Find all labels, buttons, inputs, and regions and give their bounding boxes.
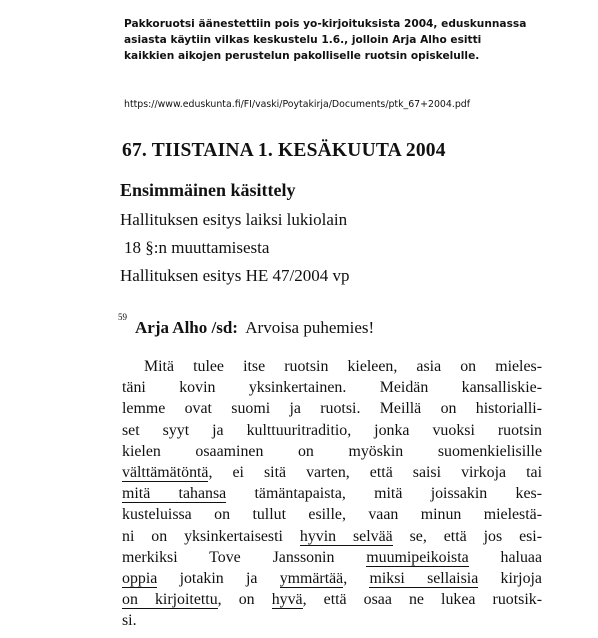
speech-line xyxy=(122,398,542,419)
underlined-phrase: hyvin selvää xyxy=(299,527,393,545)
speech-text: jotakin ja xyxy=(157,569,280,587)
underlined-phrase: ymmärtää xyxy=(279,569,344,587)
speech-text: ni on yksinkertaisesti xyxy=(122,527,300,545)
speech-number: 59 xyxy=(118,312,127,323)
speech-text: lemme ovat suomi ja ruotsi. Meillä on historialli- xyxy=(122,400,542,418)
underlined-phrase: oppia xyxy=(122,569,158,587)
underlined-phrase: muumipeikoista xyxy=(366,548,469,566)
speech-line xyxy=(122,356,542,377)
reading-subheading: Ensimmäinen käsittely xyxy=(120,180,296,200)
speech-line xyxy=(122,420,542,441)
speaker-name: Arja Alho /sd: xyxy=(135,318,238,337)
speech-text: täni kovin yksinkertainen. Meidän kansalliskie- xyxy=(122,379,542,397)
speech-text: kusteluissa on tullut esille, vaan minun mielestä- xyxy=(122,506,542,524)
note-line: Pakkoruotsi äänestettiin pois yo-kirjoituksista 2004, eduskunnassa xyxy=(124,18,527,30)
speech-line xyxy=(122,610,542,631)
speech-line xyxy=(122,568,542,589)
speech-text: tämäntapaista, mitä joissakin kes- xyxy=(226,485,542,503)
speech-line xyxy=(122,526,542,547)
context-note xyxy=(124,16,544,64)
speaker-line xyxy=(118,312,375,338)
speech-text: merkiksi Tove Janssonin xyxy=(122,548,367,566)
speech-text: haluaa xyxy=(468,548,542,566)
bill-line: Hallituksen esitys laiksi lukiolain xyxy=(120,210,348,229)
speech-text: kirjoja xyxy=(478,569,542,587)
underlined-phrase: on kirjoitettu xyxy=(122,591,218,609)
speech-line xyxy=(122,483,542,504)
speech-line xyxy=(122,441,542,462)
speech-text: , että osaa ne lukea ruotsik- xyxy=(302,591,542,609)
source-url: https://www.eduskunta.fi/FI/vaski/Poytakirja/Documents/ptk_67+2004.pdf xyxy=(124,99,471,110)
speech-line xyxy=(122,462,542,483)
speech-line xyxy=(122,377,542,398)
speech-line xyxy=(122,504,542,525)
speech-line xyxy=(122,589,542,610)
bill-line: 18 §:n muuttamisesta xyxy=(124,238,270,257)
speaker-greeting: Arvoisa puhemies! xyxy=(245,318,375,337)
note-line: asiasta käytiin vilkas keskustelu 1.6., jolloin Arja Alho esitti xyxy=(124,34,482,46)
speech-text: kielen osaaminen on myöskin suomenkielisille xyxy=(122,442,542,460)
speech-text: , xyxy=(343,569,370,587)
speech-text: , on xyxy=(217,591,272,609)
speech-text: se, että jos esi- xyxy=(392,527,543,545)
bill-line: Hallituksen esitys HE 47/2004 vp xyxy=(120,266,350,285)
session-heading: 67. TIISTAINA 1. KESÄKUUTA 2004 xyxy=(122,140,446,161)
speech-text: Mitä tulee itse ruotsin kieleen, asia on mieles- xyxy=(144,358,542,375)
speech-line xyxy=(122,547,542,568)
speech-text: si. xyxy=(122,612,137,630)
underlined-phrase: välttämätöntä xyxy=(122,463,209,481)
speech-text: set syyt ja kulttuuritraditio, jonka vuoksi ruotsin xyxy=(122,421,542,439)
speech-text: , ei sitä varten, että saisi virkoja tai xyxy=(208,463,542,481)
underlined-phrase: miksi sellaisia xyxy=(369,569,479,587)
underlined-phrase: hyvä xyxy=(271,591,303,609)
underlined-phrase: mitä tahansa xyxy=(122,485,227,503)
note-line: kaikkien aikojen perustelun pakolliselle ruotsin opiskelulle. xyxy=(124,50,480,62)
speech-body xyxy=(122,356,542,631)
